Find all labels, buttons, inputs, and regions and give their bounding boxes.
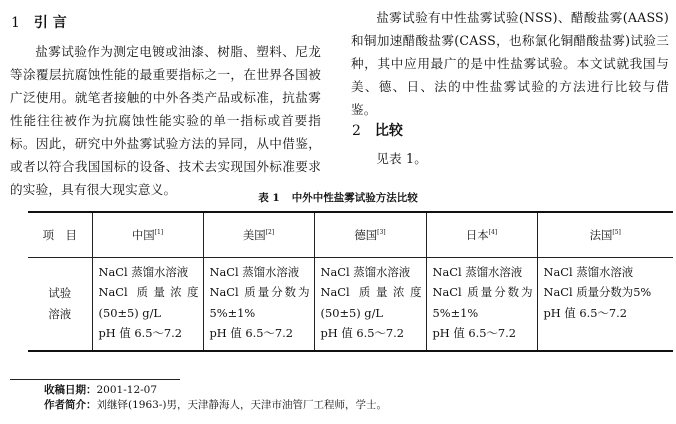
- header-germany-ref: [3]: [377, 228, 386, 236]
- cell-line: NaCl 质量浓度(50±5) g/L: [98, 285, 199, 320]
- see-table-line: [351, 147, 669, 170]
- cell-china: [92, 257, 203, 351]
- table-row-test-solution: [28, 257, 673, 351]
- intro-paragraph-block: [10, 40, 321, 201]
- header-usa-ref: [2]: [265, 228, 275, 236]
- table-caption-number: 表 1: [258, 192, 280, 204]
- cell-japan: [426, 257, 537, 351]
- section-1-heading: [11, 12, 67, 32]
- section-2-heading: [352, 120, 403, 140]
- cell-line: NaCl 质量分数为5%±1%: [209, 285, 310, 320]
- cell-line: NaCl 蒸馏水溶液: [543, 264, 634, 279]
- section-1-title: 引 言: [33, 15, 67, 31]
- section-1-number: 1: [11, 15, 20, 31]
- header-china-ref: [1]: [154, 228, 164, 236]
- comparison-table: [28, 211, 673, 352]
- header-germany: [314, 212, 426, 257]
- cell-france: [537, 257, 673, 351]
- table-caption: [0, 190, 676, 205]
- header-france-label: 法国: [589, 227, 613, 242]
- footnote-divider: [10, 379, 180, 380]
- cell-line: pH 值 6.5～7.2: [543, 305, 627, 320]
- cell-line: NaCl 质量浓度(50±5) g/L: [320, 285, 422, 320]
- author-label: 作者简介：: [44, 399, 97, 411]
- cell-line: NaCl 质量分数为5%: [543, 285, 652, 299]
- row-label-line: 试验: [48, 285, 72, 300]
- intro-paragraph: 盐雾试验作为测定电镀或油漆、树脂、塑料、尼龙等涂覆层抗腐蚀性能的最重要指标之一，在世界各国被广泛使用。就笔者接触的中外各类产品或标准，抗盐雾性能往往被作为抗腐蚀性能实验的单一指标或首要指标。因此，研究中外盐雾试验方法的异同，从中借鉴，或者以符合我国国标的设备、技术去实现国外标准要求的实验，具有很大现实意义。: [10, 44, 321, 197]
- cell-line: NaCl 蒸馏水溶液: [320, 264, 411, 279]
- header-germany-label: 德国: [354, 227, 378, 242]
- cell-line: pH 值 6.5～7.2: [98, 326, 182, 340]
- received-date: 2001-12-07: [96, 384, 158, 396]
- header-japan-ref: [4]: [488, 228, 498, 236]
- cell-line: NaCl 质量分数为5%±1%: [432, 285, 533, 320]
- see-table-text: 见表 1。: [376, 151, 427, 166]
- header-china: [92, 212, 203, 257]
- cell-line: pH 值 6.5～7.2: [432, 326, 516, 340]
- cell-germany: [314, 257, 426, 351]
- cell-line: NaCl 蒸馏水溶液: [209, 264, 300, 279]
- table-header-row: [28, 212, 673, 257]
- header-usa-label: 美国: [242, 227, 266, 242]
- author-bio: 刘继铎(1963-)男，天津静海人，天津市油管厂工程师，学士。: [96, 399, 387, 411]
- row-label-line: 溶液: [48, 306, 72, 321]
- section-2-number: 2: [352, 123, 361, 139]
- cell-line: pH 值 6.5～7.2: [209, 326, 293, 340]
- header-france: [537, 212, 673, 257]
- header-france-ref: [5]: [612, 228, 621, 236]
- header-japan: [426, 212, 537, 257]
- cell-usa: [203, 257, 314, 351]
- header-item: 项 目: [28, 212, 92, 257]
- header-usa: [203, 212, 314, 257]
- header-china-label: 中国: [131, 227, 155, 242]
- right-paragraph-block: [351, 6, 669, 121]
- right-paragraph: 盐雾试验有中性盐雾试验(NSS)、醋酸盐雾(AASS)和铜加速醋酸盐雾(CASS，也称氯化铜醋酸盐雾)试验三种，其中应用最广的是中性盐雾试验。本文试就我国与美、德、日、法的中性盐雾试验的方法进行比较与借鉴。: [351, 10, 669, 117]
- cell-line: NaCl 蒸馏水溶液: [432, 264, 523, 279]
- received-label: 收稿日期：: [44, 384, 97, 396]
- footnote-received: [44, 383, 157, 397]
- section-2-title: 比较: [374, 123, 403, 139]
- cell-line: pH 值 6.5～7.2: [320, 326, 404, 340]
- table-caption-title: 中外中性盐雾试验方法比较: [291, 192, 418, 204]
- header-japan-label: 日本: [465, 227, 489, 242]
- footnote-author: [44, 398, 387, 412]
- row-label-test-solution: [28, 257, 92, 351]
- cell-line: NaCl 蒸馏水溶液: [98, 264, 189, 279]
